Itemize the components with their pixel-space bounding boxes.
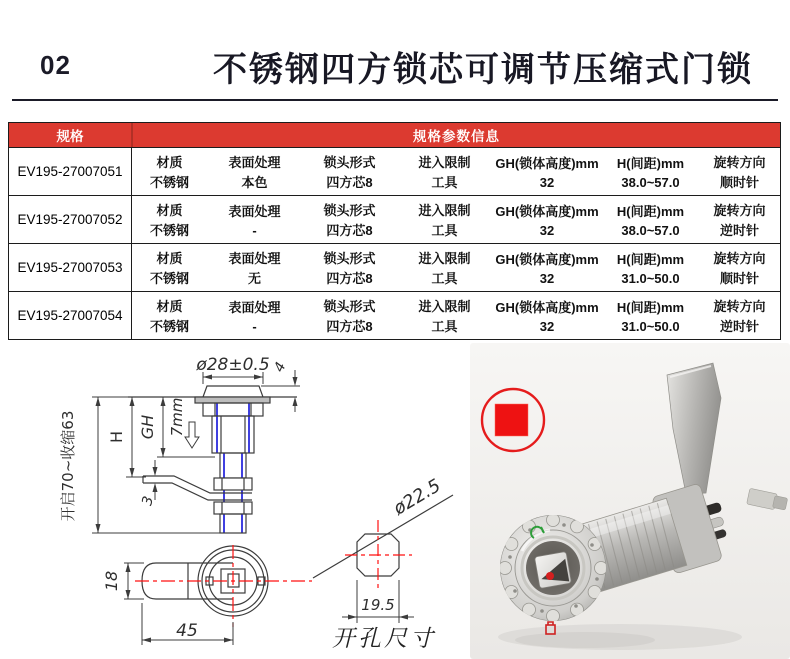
param-label: H(间距)mm <box>616 300 685 315</box>
param-cell <box>699 244 780 291</box>
param-cells <box>132 244 780 291</box>
param-value: 32 <box>539 271 555 286</box>
param-value: 工具 <box>431 175 458 191</box>
param-cell <box>207 148 302 195</box>
param-label: 材质 <box>156 154 183 170</box>
param-cell <box>397 196 492 243</box>
param-value: 不锈钢 <box>149 271 189 287</box>
param-value: 38.0~57.0 <box>621 175 680 190</box>
param-value: 31.0~50.0 <box>621 319 680 334</box>
param-label: GH(锁体高度)mm <box>495 300 599 315</box>
param-label: 旋转方向 <box>713 298 766 314</box>
param-value: 不锈钢 <box>149 319 189 335</box>
param-label: 锁头形式 <box>323 250 376 266</box>
param-cells <box>132 292 780 339</box>
param-value: - <box>252 319 257 334</box>
spec-column-header: 规格 <box>9 123 133 147</box>
param-label: GH(锁体高度)mm <box>495 252 599 267</box>
spec-table <box>8 122 781 340</box>
side-view-drawing <box>92 370 300 533</box>
param-cell <box>302 292 397 339</box>
dim-plate-thickness-label: 3 <box>139 494 158 508</box>
param-label: 锁头形式 <box>323 298 376 314</box>
param-value: 32 <box>539 319 555 334</box>
param-cell <box>602 148 699 195</box>
param-value: 四方芯8 <box>326 175 373 191</box>
product-code: EV195-27007051 <box>9 148 132 195</box>
param-cell <box>302 244 397 291</box>
param-cell <box>699 292 780 339</box>
param-cell <box>207 244 302 291</box>
param-cell <box>397 244 492 291</box>
param-cell <box>492 292 602 339</box>
dim-diameter-22-label: ø22.5 <box>389 475 445 520</box>
param-label: 表面处理 <box>228 250 281 266</box>
param-cell <box>207 292 302 339</box>
param-value: 工具 <box>431 223 458 239</box>
param-value: 逆时针 <box>719 319 759 335</box>
param-label: 进入限制 <box>418 298 471 314</box>
param-value: 不锈钢 <box>149 175 189 191</box>
param-label: 表面处理 <box>228 204 281 219</box>
dim-h-label: H <box>107 430 126 444</box>
table-row <box>9 147 780 195</box>
param-label: 旋转方向 <box>713 250 766 266</box>
param-cell <box>492 244 602 291</box>
table-header-row <box>9 123 780 147</box>
param-cell <box>207 196 302 243</box>
param-label: 旋转方向 <box>713 202 766 218</box>
product-code: EV195-27007052 <box>9 196 132 243</box>
param-label: 进入限制 <box>418 250 471 266</box>
param-cell <box>302 196 397 243</box>
product-code: EV195-27007053 <box>9 244 132 291</box>
param-label: H(间距)mm <box>616 156 685 171</box>
dim-7mm-label: 7mm <box>168 397 186 437</box>
param-value: 四方芯8 <box>326 319 373 335</box>
page-title: 不锈钢四方锁芯可调节压缩式门锁 <box>213 51 753 89</box>
param-value: 38.0~57.0 <box>621 223 680 238</box>
param-cell <box>302 148 397 195</box>
square-core <box>534 551 571 588</box>
param-cell <box>397 148 492 195</box>
technical-drawings <box>0 340 500 659</box>
table-row <box>9 291 780 339</box>
product-photo <box>470 343 790 659</box>
dim-19-5-label: 19.5 <box>361 596 395 614</box>
param-label: 进入限制 <box>418 154 471 170</box>
param-label: H(间距)mm <box>616 204 685 219</box>
param-value: 无 <box>247 271 261 287</box>
param-value: 32 <box>539 175 555 190</box>
param-value: 逆时针 <box>719 223 759 239</box>
param-value: 顺时针 <box>719 175 759 191</box>
param-cell <box>397 292 492 339</box>
param-value: 顺时针 <box>719 271 759 287</box>
param-value: 工具 <box>431 271 458 287</box>
param-label: 进入限制 <box>418 202 471 218</box>
param-label: 材质 <box>156 202 183 218</box>
param-label: GH(锁体高度)mm <box>495 204 599 219</box>
param-cell <box>699 196 780 243</box>
dim-gh-label: GH <box>138 414 157 440</box>
param-label: 锁头形式 <box>323 154 376 170</box>
param-value: 四方芯8 <box>326 223 373 239</box>
dim-45-label: 45 <box>176 621 198 641</box>
param-cell <box>602 292 699 339</box>
table-row <box>9 195 780 243</box>
param-value: 31.0~50.0 <box>621 271 680 286</box>
param-label: GH(锁体高度)mm <box>495 156 599 171</box>
param-cell <box>132 244 207 291</box>
params-column-header: 规格参数信息 <box>413 129 500 144</box>
param-label: H(间距)mm <box>616 252 685 267</box>
param-label: 旋转方向 <box>713 154 766 170</box>
param-cell <box>492 196 602 243</box>
param-cells <box>132 148 780 195</box>
param-cell <box>492 148 602 195</box>
param-cell <box>132 292 207 339</box>
param-value: 四方芯8 <box>326 271 373 287</box>
param-cell <box>699 148 780 195</box>
dim-18-label: 18 <box>102 570 121 592</box>
title-underline <box>12 99 778 101</box>
table-row <box>9 243 780 291</box>
product-code: EV195-27007054 <box>9 292 132 339</box>
param-label: 表面处理 <box>228 300 281 315</box>
square-core-marker <box>495 404 528 436</box>
param-cell <box>132 148 207 195</box>
dim-flange-thickness-label: 4 <box>271 359 290 375</box>
param-label: 锁头形式 <box>323 202 376 218</box>
param-value: 32 <box>539 223 555 238</box>
param-label: 材质 <box>156 298 183 314</box>
param-cell <box>602 244 699 291</box>
param-value: 工具 <box>431 319 458 335</box>
param-cell <box>132 196 207 243</box>
param-cell <box>602 196 699 243</box>
param-cells <box>132 196 780 243</box>
param-label: 表面处理 <box>228 154 281 170</box>
param-value: - <box>252 223 257 238</box>
red-dot-indicator <box>546 572 554 580</box>
param-label: 材质 <box>156 250 183 266</box>
page-number: 02 <box>40 50 71 80</box>
hole-cutout-caption: 开孔尺寸 <box>332 626 436 652</box>
dim-diameter-28-label: ø28±0.5 <box>196 355 270 375</box>
dim-travel-range-label: 开启70~收缩63 <box>59 410 77 522</box>
param-value: 不锈钢 <box>149 223 189 239</box>
param-value: 本色 <box>241 175 268 191</box>
top-view-drawing <box>124 545 312 645</box>
